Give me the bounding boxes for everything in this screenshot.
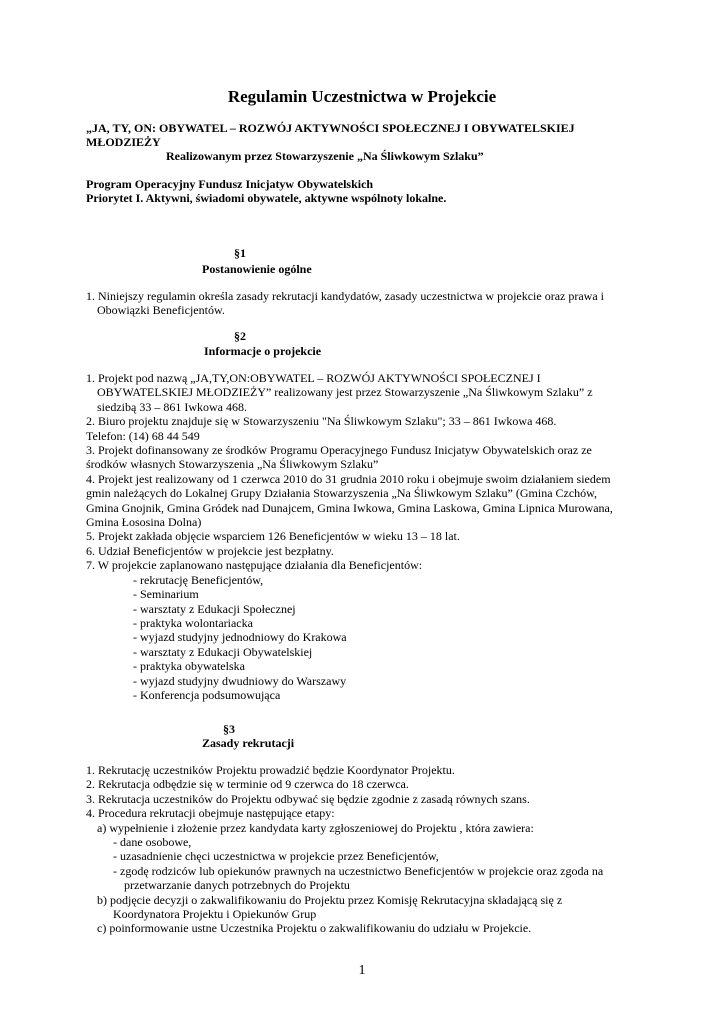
section-2-body	[86, 371, 646, 702]
paragraph-line: 2. Rekrutacja odbędzie się w terminie od 9 czerwca do 18 czerwca.	[86, 777, 409, 792]
project-name-line-2: MŁODZIEŻY	[86, 135, 161, 149]
activity-item: - Konferencja podsumowująca	[133, 687, 281, 702]
program-name: Program Operacyjny Fundusz Inicjatyw Obywatelskich	[86, 177, 374, 191]
activity-item: - wyjazd studyjny dwudniowy do Warszawy	[133, 673, 347, 688]
paragraph-line: Obowiązki Beneficjentów.	[97, 303, 225, 317]
paragraph-line: 3. Projekt dofinansowany ze środków Programu Operacyjnego Fundusz Inicjatyw Obywatelskich oraz ze	[86, 443, 592, 458]
paragraph-line: Gmina Gnojnik, Gmina Gródek nad Dunajcem, Gmina Iwkowa, Gmina Laskowa, Gmina Lipnica Murowana,	[86, 500, 613, 515]
activity-item: - praktyka obywatelska	[133, 659, 245, 674]
list-item: - uzasadnienie chęci uczestnictwa w projekcie przez Beneficjentów,	[113, 849, 439, 864]
document-title: Regulamin Uczestnictwa w Projekcie	[227, 87, 497, 106]
paragraph-line: b) podjęcie decyzji o zakwalifikowaniu do Projektu przez Komisję Rekrutacyjna składającą się z	[97, 892, 563, 907]
paragraph-line: Koordynatora Projektu i Opiekunów Grup	[113, 907, 317, 922]
paragraph-line: 5. Projekt zakłada objęcie wsparciem 126 Beneficjentów w wieku 13 – 18 lat.	[86, 529, 460, 544]
paragraph-line: 1. Rekrutację uczestników Projektu prowadzić będzie Koordynator Projektu.	[86, 763, 455, 777]
paragraph-line: a) wypełnienie i złożenie przez kandydata karty zgłoszeniowej do Projektu , która zawiera:	[97, 820, 534, 835]
section-3-body	[86, 763, 646, 936]
section-1-body	[86, 289, 646, 317]
paragraph-line: środków własnych Stowarzyszenia „Na Śliwkowym Szlaku”	[86, 457, 379, 472]
paragraph-line: Gmina Łososina Dolna)	[86, 515, 202, 530]
paragraph-line: OBYWATELSKIEJ MŁODZIEŻY” realizowany jest przez Stowarzyszenie „Na Śliwkowym Szlaku” z	[97, 385, 593, 400]
section-2-number: §2	[234, 329, 246, 343]
paragraph-line: 6. Udział Beneficjentów w projekcie jest bezpłatny.	[86, 543, 334, 558]
paragraph-line: 4. Procedura rekrutacji obejmuje następujące etapy:	[86, 806, 335, 821]
activity-item: - wyjazd studyjny jednodniowy do Krakowa	[133, 630, 347, 645]
activity-item: - praktyka wolontariacka	[133, 615, 253, 630]
paragraph-line: gmin należących do Lokalnej Grupy Działania Stowarzyszenia „Na Śliwkowym Szlaku” (Gmina Czchów,	[86, 486, 598, 501]
project-name-line-1: „JA, TY, ON: OBYWATEL – ROZWÓJ AKTYWNOŚCI SPOŁECZNEJ I OBYWATELSKIEJ	[86, 121, 575, 135]
paragraph-line: Telefon: (14) 68 44 549	[86, 428, 200, 443]
paragraph-line: 4. Projekt jest realizowany od 1 czerwca 2010 do 31 grudnia 2010 roku i obejmuje swoim działaniem siedem	[86, 471, 611, 486]
activity-item: - rekrutację Beneficjentów,	[133, 572, 264, 587]
section-1-number: §1	[234, 246, 246, 260]
page-number: 1	[358, 963, 366, 978]
section-3-heading: Zasady rekrutacji	[202, 736, 295, 750]
priority-name: Priorytet I. Aktywni, świadomi obywatele, aktywne wspólnoty lokalne.	[86, 191, 447, 205]
paragraph-line: 1. Niniejszy regulamin określa zasady rekrutacji kandydatów, zasady uczestnictwa w projekcie oraz prawa i	[86, 289, 605, 303]
list-item: - dane osobowe,	[113, 835, 192, 850]
paragraph-line: c) poinformowanie ustne Uczestnika Projektu o zakwalifikowaniu do udziału w Projekcie.	[97, 921, 532, 936]
realized-by: Realizowanym przez Stowarzyszenie „Na Śliwkowym Szlaku”	[166, 149, 484, 163]
activity-item: - warsztaty z Edukacji Obywatelskiej	[133, 644, 313, 659]
paragraph-line: 2. Biuro projektu znajduje się w Stowarzyszeniu "Na Śliwkowym Szlaku"; 33 – 861 Iwkowa 468.	[86, 414, 557, 429]
paragraph-line: 7. W projekcie zaplanowano następujące działania dla Beneficjentów:	[86, 558, 423, 573]
list-item: - zgodę rodziców lub opiekunów prawnych na uczestnictwo Beneficjentów w projekcie oraz zgoda na	[113, 863, 604, 878]
paragraph-line: 3. Rekrutacja uczestników do Projektu odbywać się będzie zgodnie z zasadą równych szans.	[86, 791, 530, 806]
section-2-heading: Informacje o projekcie	[204, 344, 322, 358]
section-1-heading: Postanowienie ogólne	[202, 262, 312, 276]
paragraph-line: przetwarzanie danych potrzebnych do Projektu	[124, 878, 350, 893]
paragraph-line: 1. Projekt pod nazwą „JA,TY,ON:OBYWATEL – ROZWÓJ AKTYWNOŚCI SPOŁECZNEJ I	[86, 371, 541, 385]
section-3-number: §3	[223, 722, 235, 736]
activity-item: - warsztaty z Edukacji Społecznej	[133, 601, 296, 616]
paragraph-line: siedzibą 33 – 861 Iwkowa 468.	[97, 399, 247, 414]
activity-item: - Seminarium	[133, 587, 199, 602]
